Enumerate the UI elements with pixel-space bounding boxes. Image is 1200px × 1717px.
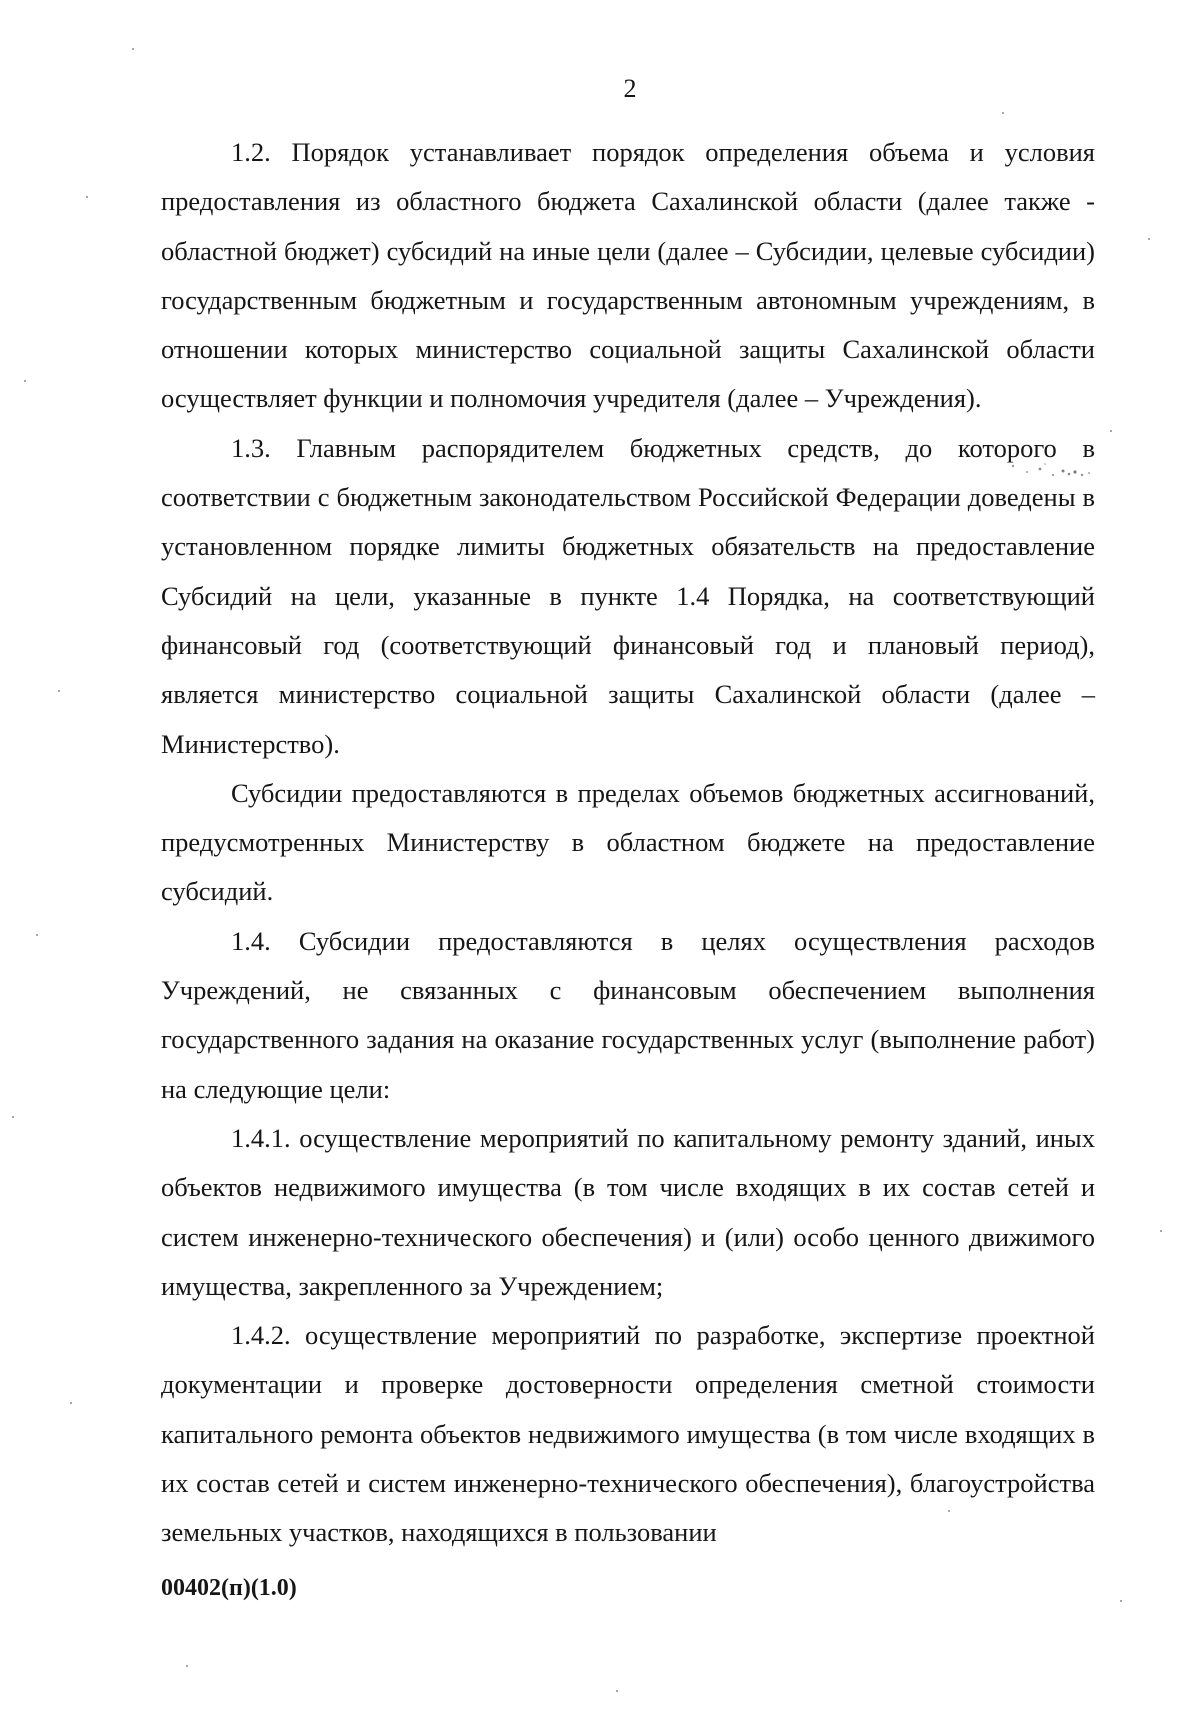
scan-smudge xyxy=(1005,460,1097,482)
scan-speck xyxy=(1002,112,1004,114)
scan-speck xyxy=(36,934,38,936)
scan-speck xyxy=(1148,238,1150,240)
scan-speck xyxy=(1120,1600,1122,1602)
document-body xyxy=(161,128,1095,1558)
scan-speck xyxy=(132,48,134,50)
scan-speck xyxy=(86,196,88,198)
scan-speck xyxy=(1160,1230,1162,1232)
paragraph-1-2: 1.2. Порядок устанавливает порядок определения объема и условия предоставления из областного бюджета Сахалинской области (далее также - областной бюджет) субсидий на иные цели (далее – Субсидии, целевые субсидии) государственным бюджетным и государственным автономным учреждениям, в отношении которых министерство социальной защиты Сахалинской области осуществляет функции и полномочия учредителя (далее – Учреждения). xyxy=(161,137,1095,414)
page-number: 2 xyxy=(623,74,637,103)
scan-speck xyxy=(12,1116,14,1118)
scan-speck xyxy=(58,690,60,692)
paragraph-1-4: 1.4. Субсидии предоставляются в целях осуществления расходов Учреждений, не связанных с финансовым обеспечением выполнения государственного задания на оказание государственных услуг (выполнение работ) на следующие цели: xyxy=(161,925,1095,1104)
scan-speck xyxy=(616,1690,618,1692)
paragraph-1-4-2: 1.4.2. осуществление мероприятий по разработке, экспертизе проектной документации и проверке достоверности определения сметной стоимости капитального ремонта объектов недвижимого имущества (в том числе входящих в их состав сетей и систем инженерно-технического обеспечения), благоустройства земельных участков, находящихся в пользовании xyxy=(161,1320,1095,1548)
scan-speck xyxy=(24,380,26,382)
paragraph-subsidies-limits: Субсидии предоставляются в пределах объемов бюджетных ассигнований, предусмотренных Министерству в областном бюджете на предоставление субсидий. xyxy=(161,777,1095,907)
footer-document-code: 00402(п)(1.0) xyxy=(161,1575,297,1601)
scan-speck xyxy=(1110,430,1112,432)
scan-speck xyxy=(948,1510,950,1512)
scan-speck xyxy=(70,1402,72,1404)
paragraph-1-3: 1.3. Главным распорядителем бюджетных средств, до которого в соответствии с бюджетным законодательством Российской Федерации доведены в установленном порядке лимиты бюджетных обязательств на предоставление Субсидий на цели, указанные в пункте 1.4 Порядка, на соответствующий финансовый год (соответствующий финансовый год и плановый период), является министерство социальной защиты Сахалинской области (далее – Министерство). xyxy=(161,432,1095,759)
scan-speck xyxy=(186,1665,188,1667)
paragraph-1-4-1: 1.4.1. осуществление мероприятий по капитальному ремонту зданий, иных объектов недвижимого имущества (в том числе входящих в их состав сетей и систем инженерно-технического обеспечения) и (или) особо ценного движимого имущества, закрепленного за Учреждением; xyxy=(161,1122,1095,1301)
